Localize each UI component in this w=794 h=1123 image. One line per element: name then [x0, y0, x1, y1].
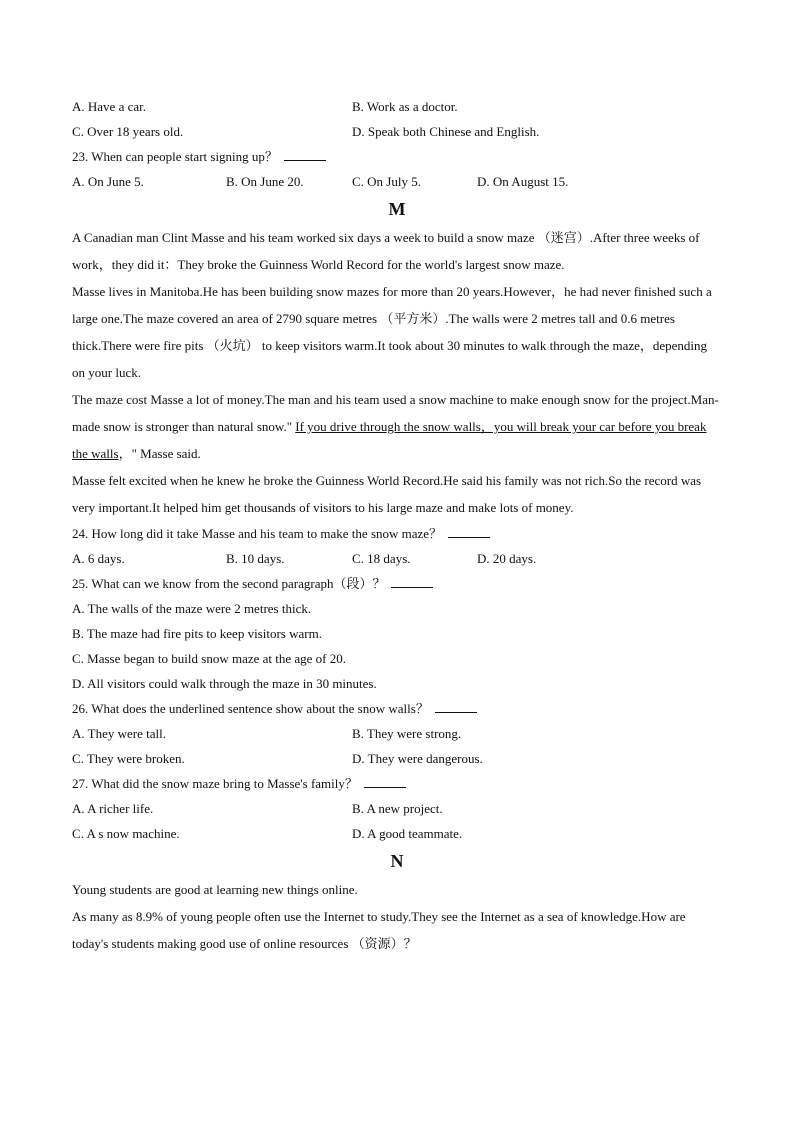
q23-stem: [72, 144, 722, 169]
section-n-heading: N: [390, 851, 404, 871]
q23-option-b: B. On June 20.: [226, 174, 304, 189]
q24-answer-blank: [448, 525, 490, 538]
q27-answer-blank: [364, 775, 406, 788]
q24-stem: [72, 521, 722, 546]
section-n-paragraph-1: Young students are good at learning new things online.: [72, 882, 358, 897]
q23-answer-blank: [284, 148, 326, 161]
section-m-paragraph-4: Masse felt excited when he knew he broke the Guinness World Record.He said his family was not rich.So the record was very important.It helped him get thousands of visitors to his large maze and make lots of money.: [72, 473, 702, 515]
q23-option-a: A. On June 5.: [72, 174, 144, 189]
q24-options: [72, 546, 722, 571]
q26-options-row1: [72, 721, 722, 746]
q27-option-c: C. A s now machine.: [72, 826, 180, 841]
q26-option-c: C. They were broken.: [72, 751, 185, 766]
q23-option-c: C. On July 5.: [352, 174, 421, 189]
q27-options-row2: [72, 821, 722, 846]
q23-options: [72, 169, 722, 194]
q22-options-row1: [72, 94, 722, 119]
q27-option-a: A. A richer life.: [72, 801, 154, 816]
paragraph-3-text-after: ，" Masse said.: [118, 446, 201, 461]
q23-stem-text: 23. When can people start signing up？: [72, 149, 278, 164]
q24-stem-text: 24. How long did it take Masse and his team to make the snow maze？: [72, 526, 443, 541]
q22-option-a: A. Have a car.: [72, 99, 146, 114]
q26-options-row2: [72, 746, 722, 771]
q22-option-b: B. Work as a doctor.: [352, 99, 458, 114]
q25-stem: [72, 571, 722, 596]
section-n-paragraph-2: As many as 8.9% of young people often use the Internet to study.They see the Internet as a sea of knowledge.How are today's students making good use of online resources （资源）？: [72, 909, 686, 951]
q24-option-a: A. 6 days.: [72, 551, 125, 566]
q25-option-d: D. All visitors could walk through the maze in 30 minutes.: [72, 676, 377, 691]
q27-stem-text: 27. What did the snow maze bring to Masse's family？: [72, 776, 358, 791]
underlined-sentence: If you drive through the snow walls，you will break your car before you break the walls: [72, 419, 707, 461]
q22-option-c: C. Over 18 years old.: [72, 124, 184, 139]
q26-option-b: B. They were strong.: [352, 726, 462, 741]
q25-option-c: C. Masse began to build snow maze at the age of 20.: [72, 651, 347, 666]
section-m-heading: M: [388, 199, 406, 219]
q26-stem: [72, 696, 722, 721]
q25-stem-text: 25. What can we know from the second paragraph（段）？: [72, 576, 386, 591]
q27-stem: [72, 771, 722, 796]
q23-option-d: D. On August 15.: [477, 174, 569, 189]
q24-option-b: B. 10 days.: [226, 551, 285, 566]
q27-options-row1: [72, 796, 722, 821]
q26-answer-blank: [435, 700, 477, 713]
q25-option-b: B. The maze had fire pits to keep visitors warm.: [72, 626, 322, 641]
q24-option-d: D. 20 days.: [477, 551, 537, 566]
q26-option-a: A. They were tall.: [72, 726, 166, 741]
section-m-paragraph-3: [72, 386, 722, 467]
q22-option-d: D. Speak both Chinese and English.: [352, 124, 540, 139]
q22-options-row2: [72, 119, 722, 144]
q26-stem-text: 26. What does the underlined sentence show about the snow walls？: [72, 701, 429, 716]
exam-page: [72, 94, 722, 957]
q25-option-a: A. The walls of the maze were 2 metres thick.: [72, 601, 312, 616]
section-m-paragraph-1: A Canadian man Clint Masse and his team worked six days a week to build a snow maze （迷宫）.After three weeks of work，they did it：They broke the Guinness World Record for the world's largest snow maze.: [72, 230, 700, 272]
q26-option-d: D. They were dangerous.: [352, 751, 483, 766]
q27-option-d: D. A good teammate.: [352, 826, 463, 841]
q25-answer-blank: [391, 575, 433, 588]
q24-option-c: C. 18 days.: [352, 551, 411, 566]
section-m-paragraph-2: Masse lives in Manitoba.He has been building snow mazes for more than 20 years.However，he had never finished such a large one.The maze covered an area of 2790 square metres （平方米）.The walls were 2 metres tall and 0.6 metres thick.There were fire pits （火坑） to keep visitors warm.It took about 30 minutes to walk through the maze，depending on your luck.: [72, 284, 712, 380]
paragraph-3-text-before: The maze cost Masse a lot of money.The man and his team used a snow machine to make enough snow for the project.Man-made snow is stronger than natural snow.": [72, 392, 719, 434]
q27-option-b: B. A new project.: [352, 801, 443, 816]
